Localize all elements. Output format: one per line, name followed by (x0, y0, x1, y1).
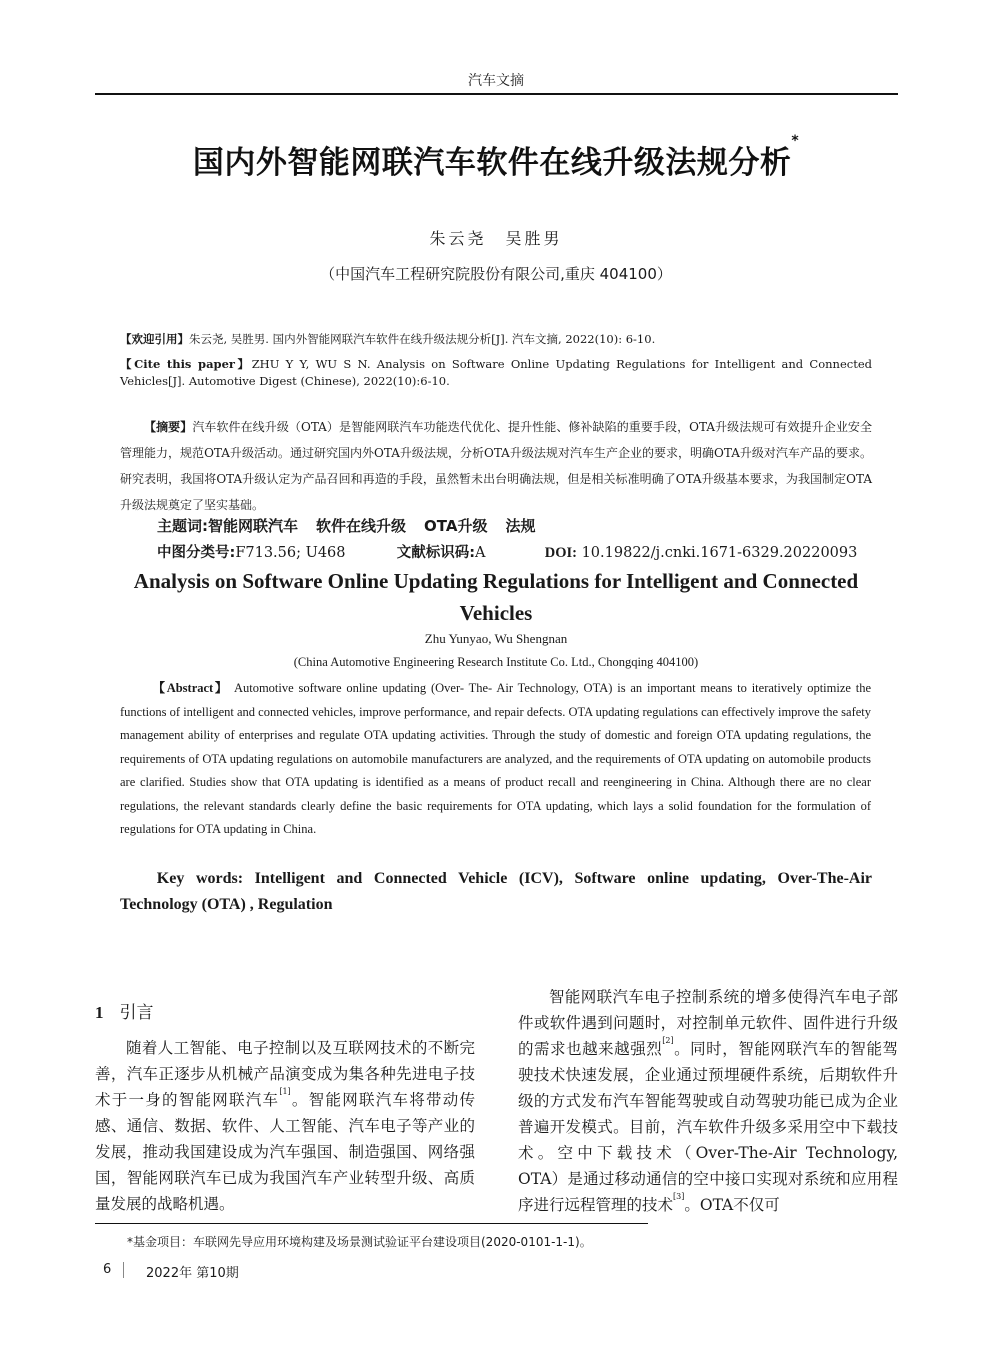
footer-divider (123, 1262, 124, 1278)
citation-cn (120, 331, 872, 348)
body-text: 智能网联汽车电子控制系统的增多使得汽车电子部件或软件遇到问题时，对控制单元软件、固件进行升级的需求也越来越强烈 (518, 988, 898, 1058)
authors: 朱云尧 吴胜男 (429, 229, 563, 248)
classification-line (157, 541, 877, 562)
paper-title-en: Analysis on Software Online Updating Regulations for Intelligent and Connected Vehicles (133, 569, 859, 625)
authors-en: Zhu Yunyao, Wu Shengnan (424, 631, 568, 646)
journal-header: 汽车文摘 (468, 73, 524, 89)
citation-cn-label: 【欢迎引用】 (120, 332, 189, 346)
reference-mark: [2] (662, 1036, 674, 1045)
keyword-item: 法规 (505, 517, 536, 535)
section-heading (95, 998, 154, 1023)
abstract-cn (120, 414, 872, 518)
keywords-cn (157, 515, 535, 536)
header-rule (95, 93, 898, 95)
citation-en (120, 356, 872, 390)
affiliation-en: (China Automotive Engineering Research Institute Co. Ltd., Chongqing 404100) (293, 655, 699, 669)
citation-en-text: ZHU Y Y, WU S N. Analysis on Software Online Updating Regulations for Intelligent and Connected Vehicles[J]. Automotive Digest (Chinese), 2022(10):6-10. (120, 357, 872, 388)
body-column-right (518, 984, 898, 1218)
doi-label: DOI: (544, 545, 577, 561)
footnote: *基金项目：车联网先导应用环境构建及场景测试验证平台建设项目(2020-0101-1-1)。 (127, 1235, 592, 1249)
section-number: 1 (95, 1003, 104, 1022)
body-text: 。同时，智能网联汽车的智能驾驶技术快速发展，企业通过预埋硬件系统，后期软件升级的方式发布汽车智能驾驶或自动驾驶功能已成为企业普遍开发模式。目前，汽车软件升级多采用空中下载技术。空中下载技术（Over-The-Air Technology, OTA）是通过移动通信的空中接口实现对系统和应用程序进行远程管理的技术 (518, 1040, 898, 1214)
abstract-en-text: Automotive software online updating (Over- The- Air Technology, OTA) is an important means to iteratively optimize the functions of intelligent and connected vehicles, improve performance, and repair defects. OTA updating regulations can effectively improve the safety management ability of enterprises and regulate OTA updating activities. Through the study of domestic and foreign OTA updating regulations, the requirements of OTA updating regulations on automobile manufacturers are analyzed, and the requirements of OTA updating on automobile products are clarified. Studies show that OTA updating is identified as a means of product recall and reengineering in China. Although there are no clear regulations, the relevant standards clearly define the basic requirements for OTA updating, which lays a solid foundation for the formulation of regulations for OTA updating in China. (120, 681, 872, 836)
clc-value: F713.56; U468 (235, 545, 346, 561)
paper-title-text: 国内外智能网联汽车软件在线升级法规分析 (192, 145, 792, 181)
footnote-rule (95, 1223, 648, 1224)
keyword-item: 软件在线升级 (316, 517, 407, 535)
citation-cn-text: 朱云尧, 吴胜男. 国内外智能网联汽车软件在线升级法规分析[J]. 汽车文摘, 2022(10): 6-10. (189, 332, 656, 346)
doi-value: 10.19822/j.cnki.1671-6329.20220093 (581, 545, 858, 561)
abstract-en (120, 677, 871, 842)
body-column-left (95, 1035, 475, 1217)
doc-code-label: 文献标识码: (396, 545, 476, 561)
keyword-item: 智能网联汽车 (208, 517, 299, 535)
keywords-en: Key words: Intelligent and Connected Vehicle (ICV), Software online updating, Over-The-Air Technology (OTA) , Regulation (120, 870, 872, 913)
abstract-cn-label: 【摘要】 (144, 420, 193, 434)
doc-code-value: A (475, 545, 486, 561)
body-text: 随着人工智能、电子控制以及互联网技术的不断完善，汽车正逐步从机械产品演变成为集各种先进电子技术于一身的智能网联汽车 (95, 1039, 475, 1109)
body-text: 。OTA不仅可 (684, 1196, 780, 1214)
body-text: 。智能网联汽车将带动传感、通信、数据、软件、人工智能、汽车电子等产业的发展，推动我国建设成为汽车强国、制造强国、网络强国，智能网联汽车已成为我国汽车产业转型升级、高质量发展的战略机遇。 (95, 1091, 475, 1213)
abstract-en-label: 【Abstract】 (152, 681, 230, 695)
keywords-cn-label: 主题词: (157, 517, 208, 535)
citation-en-label: 【Cite this paper】 (120, 357, 252, 371)
title-footnote-mark: * (791, 133, 800, 149)
reference-mark: [3] (673, 1192, 685, 1201)
paper-title (0, 133, 992, 182)
page-number: 6 (103, 1262, 112, 1277)
clc-label: 中图分类号: (157, 545, 236, 561)
section-title: 引言 (119, 1003, 154, 1023)
abstract-cn-text: 汽车软件在线升级（OTA）是智能网联汽车功能迭代优化、提升性能、修补缺陷的重要手段，OTA升级法规可有效提升企业安全管理能力，规范OTA升级活动。通过研究国内外OTA升级法规，分析OTA升级法规对汽车生产企业的要求，明确OTA升级对汽车产品的要求。研究表明，我国将OTA升级认定为产品召回和再造的手段，虽然暂未出台明确法规，但是相关标准明确了OTA升级基本要求，为我国制定OTA升级法规奠定了坚实基础。 (120, 420, 872, 512)
affiliation: （中国汽车工程研究院股份有限公司,重庆 404100） (320, 265, 672, 283)
reference-mark: [1] (279, 1087, 291, 1096)
keyword-item: OTA升级 (424, 517, 488, 535)
issue-label: 2022年 第10期 (146, 1266, 239, 1281)
